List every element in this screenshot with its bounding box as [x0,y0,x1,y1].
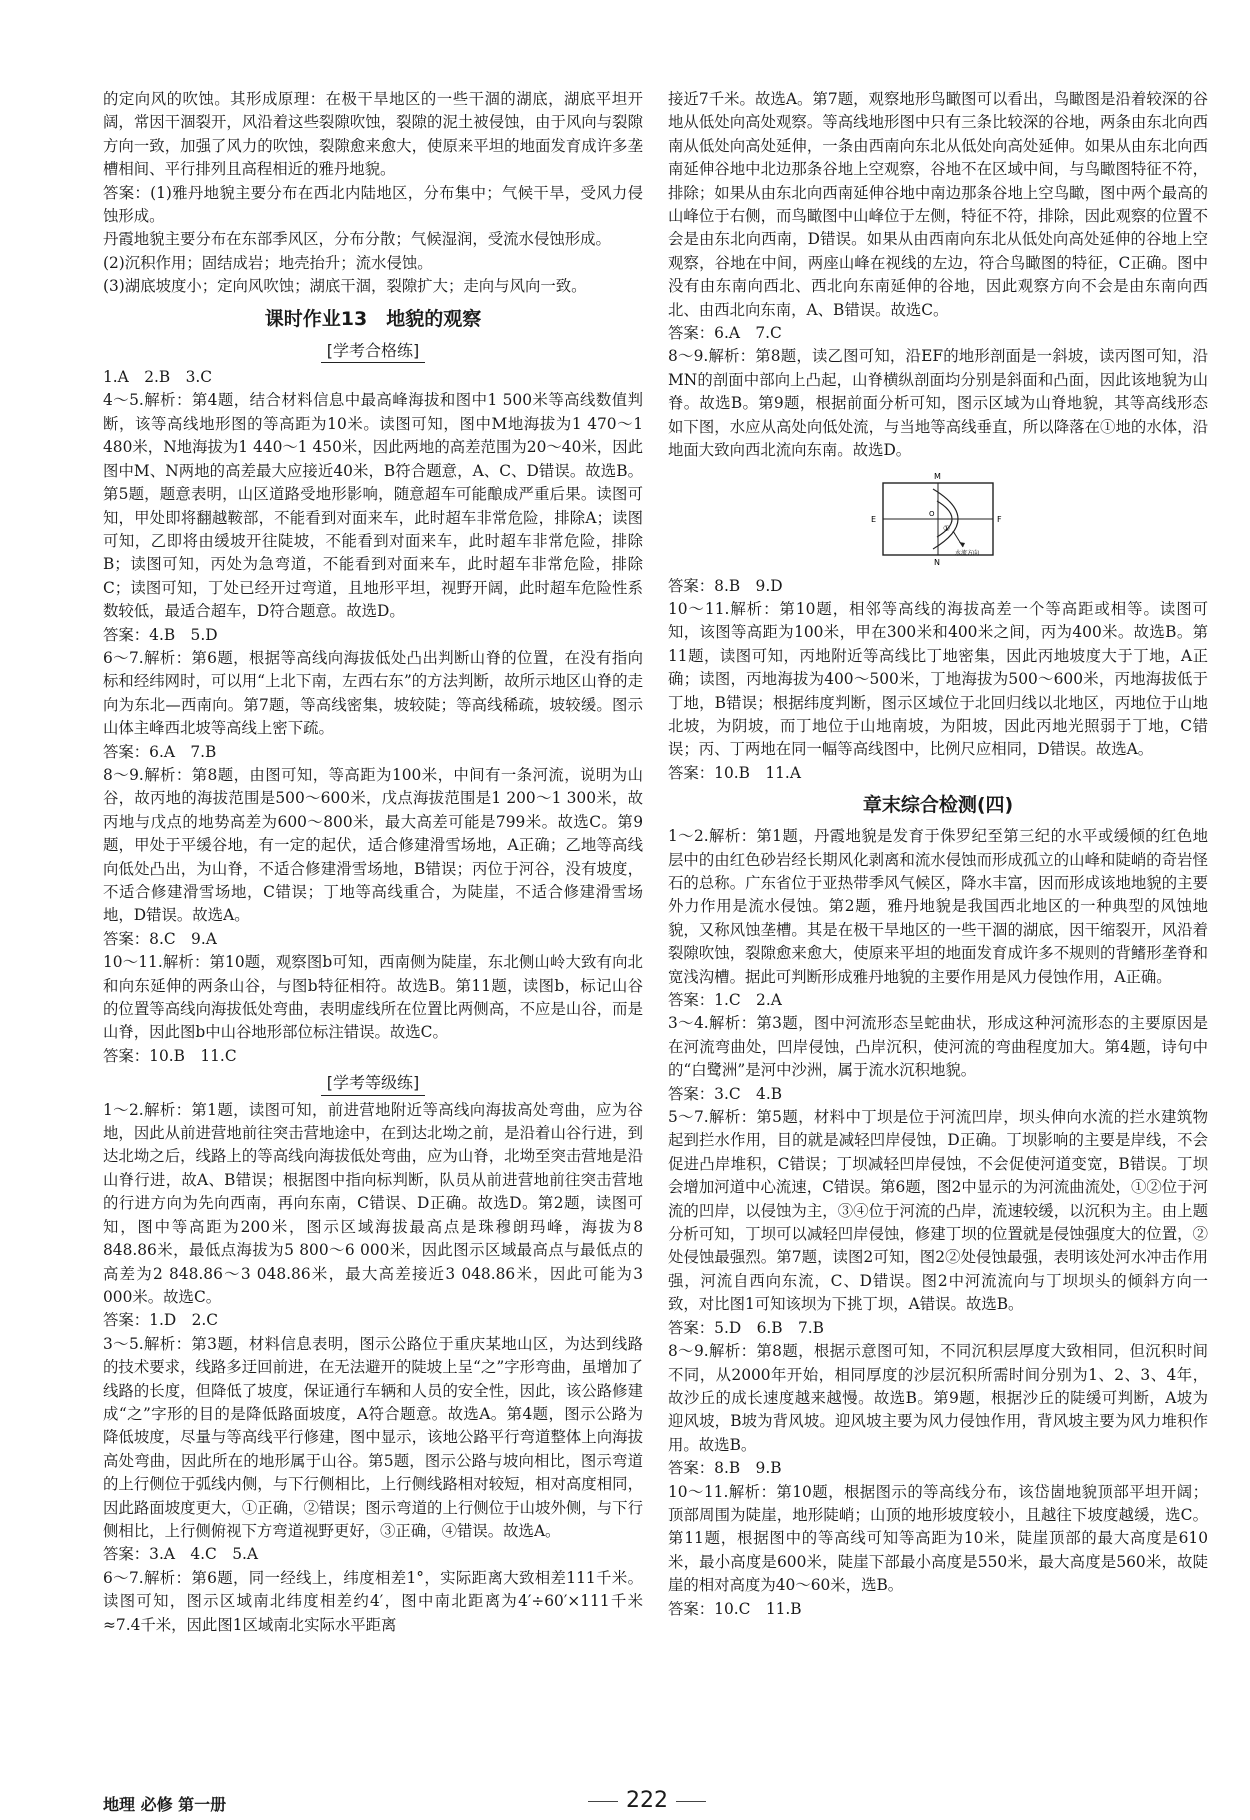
paragraph: 10～11.解析：第10题，根据图示的等高线分布，该岱崮地貌顶部平坦开阔；顶部周围为陡崖，地形陡峭；山顶的地形坡度较小，且越往下坡度越缓，选C。第11题，根据图中的等高线可知等高距为10米，陡崖顶部的最大高度是610米，最小高度是600米，陡崖下部最小高度是550米，最大高度是560米，故陡崖的相对高度为40～60米，选B。 [668,1482,1208,1595]
answer-line: 答案：10.C 11.B [668,1599,802,1618]
answer-line: 答案：8.B 9.D [668,576,783,595]
paragraph: 6～7.解析：第6题，同一经线上，纬度相差1°，实际距离大致相差111千米。读图可知，图示区域南北纬度相差约4′，图中南北距离为4′÷60′×111千米≈7.4千米，因此图1区域南北实际水平距离 [103,1568,643,1634]
answer-line: 答案：6.A 7.B [103,742,217,761]
paragraph: 的定向风的吹蚀。其形成原理：在极干旱地区的一些干涸的湖底，湖底平坦开阔，常因干涸裂开，风沿着这些裂隙吹蚀，裂隙的泥土被侵蚀，由于风向与裂隙方向一致，加强了风力的吹蚀，裂隙愈来愈大，使原来平坦的地面发育成许多垄槽相间、平行排列且高程相近的雅丹地貌。 [103,90,643,179]
paragraph: 1～2.解析：第1题，丹霞地貌是发育于侏罗纪至第三纪的水平或缓倾的红色地层中的由红色砂岩经长期风化剥离和流水侵蚀而形成孤立的山峰和陡峭的奇岩怪石的总称。广东省位于亚热带季风气候区，降水丰富，因而形成该地地貌的主要外力作用是流水侵蚀。第2题，雅丹地貌是我国西北地区的一种典型的风蚀地貌，又称风蚀垄槽。其是在极干旱地区的一些干涸的湖底，因干缩裂开，风沿着裂隙吹蚀，裂隙愈来愈大，使原来平坦的地面发育成许多不规则的背鳍形垄脊和宽浅沟槽。据此可判断形成雅丹地貌的主要作用是风力侵蚀作用，A正确。 [668,827,1208,986]
answer-line: 答案：10.B 11.A [668,763,801,782]
paragraph: 8～9.解析：第8题，读乙图可知，沿EF的地形剖面是一斜坡，读丙图可知，沿MN的剖面中部向上凸起，山脊横纵剖面均分别是斜面和凸面，因此该地貌为山脊。故选B。第9题，根据前面分析可知，图示区域为山脊地貌，其等高线形态如下图，水应从高处向低处流，与当地等高线垂直，所以降落在①地的水体，沿地面大致向西北流向东南。故选D。 [668,347,1208,460]
paragraph: (3)湖底坡度小；定向风吹蚀；湖底干涸，裂隙扩大；走向与风向一致。 [103,277,587,296]
answer-line: 答案：(1)雅丹地貌主要分布在西北内陆地区，分布集中；气候干旱，受风力侵蚀形成。 [103,183,643,226]
answer-line: 答案：1.D 2.C [103,1311,219,1330]
paragraph: 10～11.解析：第10题，观察图b可知，西南侧为陡崖，东北侧山岭大致有向北和向东延伸的两条山谷，与图b特征相符。故选B。第11题，读图b，标记山谷的位置等高线向海拔低处弯曲，表明虚线所在位置比两侧高，不应是山谷，而是山脊，因此图b中山谷地形部位标注错误。故选C。 [103,953,643,1042]
flow-label: 水流方向 [955,549,980,557]
right-column [668,88,1208,1621]
left-column [103,88,643,1637]
label-m: M [934,471,941,481]
dash-left [588,1801,618,1802]
paragraph: 3～5.解析：第3题，材料信息表明，图示公路位于重庆某地山区，为达到线路的技术要求，线路多迂回前进，在无法避开的陡坡上呈“之”字形弯曲，虽增加了线路的长度，但降低了坡度，保证通行车辆和人员的安全性，因此，该公路修建成“之”字形的目的是降低路面坡度，A符合题意。故选A。第4题，图示公路为降低坡度，尽量与等高线平行修建，图中显示，该地公路平行弯道整体上向海拔高处弯曲，因此所在的地形属于山谷。第5题，图示公路与坡向相比，图示弯道的上行侧位于弧线内侧，与下行侧相比，上行侧线路相对较短，相对高度相同，因此路面坡度更大，①正确，②错误；图示弯道的上行侧位于山坡外侧，与下行侧相比，上行侧俯视下方弯道视野更好，③正确，④错误。故选A。 [103,1334,643,1540]
page-number-text: 222 [626,1788,668,1813]
answer-line: 答案：1.C 2.A [668,991,782,1009]
paragraph: 6～7.解析：第6题，根据等高线向海拔低处凸出判断山脊的位置，在没有指向标和经纬网时，可以用“上北下南，左西右东”的方法判断，故所示地区山脊的走向为东北—西南向。第7题，等高线密集，坡较陡；等高线稀疏，坡较缓。图示山体主峰西北坡等高线上密下疏。 [103,648,643,738]
section-heading: 课时作业13 地貌的观察 [264,307,482,330]
page-number [580,1788,714,1813]
paragraph: 8～9.解析：第8题，根据示意图可知，不同沉积层厚度大致相同，但沉积时间不同，从2000年开始，相同厚度的沙层沉积所需时间分别为1、2、3、4年，故沙丘的成长速度越来越慢。故选B。第9题，根据沙丘的陡缓可判断，A坡为迎风坡，B坡为背风坡。迎风坡主要为风力侵蚀作用，背风坡主要为风力堆积作用。故选B。 [668,1342,1208,1454]
answer-line: 答案：8.B 9.B [668,1459,782,1478]
paragraph: 8～9.解析：第8题，由图可知，等高距为100米，中间有一条河流，说明为山谷，故丙地的海拔范围是500～600米，戊点海拔范围是1 200～1 300米，故丙地与戊点的地势高差为600～800米，最大高差可能是799米。故选C。第9题，甲处于平缓谷地，有一定的起伏，适合修建滑雪场地，A正确；乙地等高线向低处凸出，为山脊，不适合修建滑雪场地，B错误；丙位于河谷，没有坡度，不适合修建滑雪场地，C错误；丁地等高线重合，为陡崖，不适合修建滑雪场地，D错误。故选A。 [103,765,643,925]
label-n: N [934,557,940,567]
dash-right [676,1801,706,1802]
subsection-label: [ 学考等级练 ] [321,1071,426,1095]
answer-line: 答案：10.B 11.C [103,1046,237,1065]
subsection-label: [ 学考合格练 ] [321,339,426,363]
paragraph: 3～4.解析：第3题，图中河流形态呈蛇曲状，形成这种河流形态的主要原因是在河流弯曲处，凹岸侵蚀，凸岸沉积，使河流的弯曲程度加大。第4题，诗句中的“白鹭洲”是河中沙洲，属于流水沉积地貌。 [668,1014,1208,1080]
answer-line: 答案：3.C 4.B [668,1084,783,1103]
ridge-contour-figure [863,469,1013,569]
subsection-heading [103,339,643,363]
label-e: E [871,514,877,524]
answer-line: 答案：3.A 4.C 5.A [103,1545,259,1564]
paragraph: 1.A 2.B 3.C [103,368,213,387]
answer-line: 答案：4.B 5.D [103,625,218,644]
paragraph: 1～2.解析：第1题，读图可知，前进营地附近等高线向海拔高处弯曲，应为谷地，因此从前进营地前往突击营地途中，在到达北坳之前，是沿着山谷行进，到达北坳之后，线路上的等高线向海拔低处弯曲，应为山脊，北坳至突击营地是沿山脊行进，故A、B错误；根据图中指向标判断，队员从前进营地前往突击营地的行进方向为先向西南，再向东南，C错误、D正确。故选D。第2题，读图可知，图中等高距为200米，图示区域海拔最高点是珠穆朗玛峰，海拔为8 848.86米，最低点海拔为5 800～6 000米，因此图示区域最高点与最低点的高差为2 848.86～3 048.86米，最大高差接近3 048.86米，因此可能为3 000米。故选C。 [103,1100,643,1306]
label-f: F [997,514,1002,524]
paragraph: 4～5.解析：第4题，结合材料信息中最高峰海拔和图中1 500米等高线数值判断，该等高线地形图的等高距为10米。读图可知，图中M地海拔为1 470～1 480米，N地海拔为1 440～1 450米，因此两地的高差范围为20～40米，因此图中M、N两地的高差最大应接近40米，B符合题意，A、C、D错误。故选B。第5题，题意表明，山区道路受地形影响，随意超车可能酿成严重后果。读图可知，甲处即将翻越鞍部，不能看到对面来车，此时超车非常危险，排除A；读图可知，乙即将由缓坡开往陡坡，不能看到对面来车，此时超车非常危险，排除B；读图可知，丙处为急弯道，不能看到对面来车，此时超车非常危险，排除C；读图可知，丁处已经开过弯道，且地形平坦，视野开阔，此时超车危险性系数较低，最适合超车，D符合题意。故选D。 [103,391,643,621]
book-title: 地理 必修 第一册 [103,1795,227,1814]
answer-line: 答案：5.D 6.B 7.B [668,1318,824,1337]
label-o: O [929,509,935,518]
answer-line: 答案：6.A 7.C [668,324,782,343]
section-heading: 章末综合检测(四) [862,794,1014,817]
paragraph: 丹霞地貌主要分布在东部季风区，分布分散；气候湿润，受流水侵蚀形成。 [103,230,611,249]
paragraph: 5～7.解析：第5题，材料中丁坝是位于河流凹岸，坝头伸向水流的拦水建筑物起到拦水作用，目的就是减轻凹岸侵蚀，D正确。丁坝影响的主要是岸线，不会促进凸岸堆积，C错误；丁坝减轻凹岸侵蚀，不会促使河道变宽，B错误。丁坝会增加河道中心流速，C错误。第6题，图2中显示的为河流曲流处，①②位于河流的凹岸，以侵蚀为主，③④位于河流的凸岸，流速较缓，以沉积为主。由上题分析可知，丁坝可以减轻凹岸侵蚀，修建丁坝的位置就是侵蚀强度大的位置，②处侵蚀最强烈。第7题，读图2可知，图2②处侵蚀最强，表明该处河水冲击作用强，河流自西向东流，C、D错误。图2中河流流向与丁坝坝头的倾斜方向一致，对比图1可知该坝为下挑丁坝，A错误。故选B。 [668,1108,1208,1314]
paragraph: (2)沉积作用；固结成岩；地壳抬升；流水侵蚀。 [103,253,433,272]
answer-line: 答案：8.C 9.A [103,929,217,948]
subsection-heading [103,1071,643,1095]
paragraph: 接近7千米。故选A。第7题，观察地形鸟瞰图可以看出，鸟瞰图是沿着较深的谷地从低处向高处观察。等高线地形图中只有三条比较深的谷地，两条由东北向西南从低处向高处延伸，一条由西南向东北从低处向高处延伸。如果从由东北向西南延伸谷地中北边那条谷地上空观察，谷地不在区域中间，与鸟瞰图特征不符，排除；如果从由东北向西南延伸谷地中南边那条谷地上空鸟瞰，图中两个最高的山峰位于右侧，而鸟瞰图中山峰位于左侧，特征不符，排除，因此观察的位置不会是由东北向西南，D错误。如果从由西南向东北从低处向高处延伸的谷地上空观察，谷地在中间，两座山峰在视线的左边，符合鸟瞰图的特征，C正确。图中没有由东南向西北、西北向东南延伸的谷地，因此观察方向不会是由东南向西北、由西北向东南，A、B错误。故选C。 [668,90,1208,319]
paragraph: 10～11.解析：第10题，相邻等高线的海拔高差一个等高距或相等。读图可知，该图等高距为100米，甲在300米和400米之间，丙为400米。故选B。第11题，读图可知，丙地附近等高线比丁地密集，因此丙地坡度大于丁地，A正确；读图，丙地海拔为400～500米，丁地海拔为500～600米，丙地海拔低于丁地，B错误；根据纬度判断，图示区域位于北回归线以北地区，丙地位于山地北坡，为阴坡，而丁地位于山地南坡，为阳坡，因此丙地光照弱于丁地，C错误；丙、丁两地在同一幅等高线图中，比例尺应相同，D错误。故选A。 [668,599,1208,759]
label-circle-1: ① [943,523,951,533]
